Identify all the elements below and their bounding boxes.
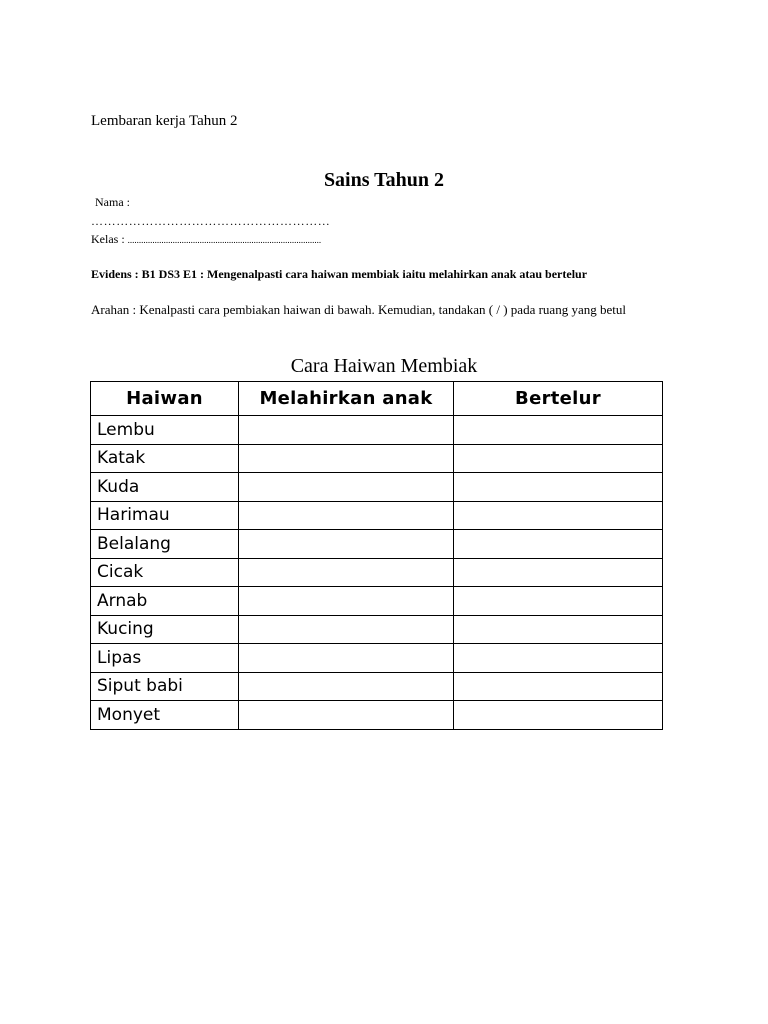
table-row xyxy=(91,587,663,616)
bertelur-cell[interactable] xyxy=(454,644,663,673)
table-row xyxy=(91,444,663,473)
animal-name-cell: Siput babi xyxy=(91,672,239,701)
melahirkan-anak-cell[interactable] xyxy=(239,701,454,730)
table-header-row xyxy=(91,382,663,416)
nama-field[interactable]: ………………………………………………… xyxy=(91,214,331,228)
table-row xyxy=(91,672,663,701)
melahirkan-anak-cell[interactable] xyxy=(239,644,454,673)
bertelur-cell[interactable] xyxy=(454,444,663,473)
bertelur-cell[interactable] xyxy=(454,558,663,587)
table-row xyxy=(91,530,663,559)
animal-name-cell: Cicak xyxy=(91,558,239,587)
header-bertelur: Bertelur xyxy=(454,382,663,416)
bertelur-cell[interactable] xyxy=(454,530,663,559)
header-melahirkan-anak: Melahirkan anak xyxy=(239,382,454,416)
bertelur-cell[interactable] xyxy=(454,587,663,616)
arahan-instructions: Arahan : Kenalpasti cara pembiakan haiwan di bawah. Kemudian, tandakan ( / ) pada ruang yang betul xyxy=(91,302,626,317)
bertelur-cell[interactable] xyxy=(454,701,663,730)
kelas-label: Kelas : xyxy=(91,232,125,246)
animal-name-cell: Harimau xyxy=(91,501,239,530)
bertelur-cell[interactable] xyxy=(454,501,663,530)
bertelur-cell[interactable] xyxy=(454,416,663,445)
melahirkan-anak-cell[interactable] xyxy=(239,558,454,587)
table-row xyxy=(91,473,663,502)
nama-label: Nama : xyxy=(95,195,130,209)
page-title: Sains Tahun 2 xyxy=(323,169,445,191)
table-body xyxy=(91,416,663,730)
table-row xyxy=(91,615,663,644)
table-row xyxy=(91,558,663,587)
melahirkan-anak-cell[interactable] xyxy=(239,501,454,530)
animal-name-cell: Arnab xyxy=(91,587,239,616)
animal-name-cell: Lipas xyxy=(91,644,239,673)
kelas-row xyxy=(91,232,321,247)
melahirkan-anak-cell[interactable] xyxy=(239,530,454,559)
melahirkan-anak-cell[interactable] xyxy=(239,672,454,701)
animal-name-cell: Belalang xyxy=(91,530,239,559)
animal-name-cell: Monyet xyxy=(91,701,239,730)
melahirkan-anak-cell[interactable] xyxy=(239,444,454,473)
kelas-field[interactable]: ...................................................................................... xyxy=(127,235,322,245)
table-row xyxy=(91,416,663,445)
animal-name-cell: Kuda xyxy=(91,473,239,502)
melahirkan-anak-cell[interactable] xyxy=(239,416,454,445)
melahirkan-anak-cell[interactable] xyxy=(239,473,454,502)
worksheet-label: Lembaran kerja Tahun 2 xyxy=(91,113,238,129)
melahirkan-anak-cell[interactable] xyxy=(239,587,454,616)
evidens-text: Evidens : B1 DS3 E1 : Mengenalpasti cara haiwan membiak iaitu melahirkan anak atau bertelur xyxy=(91,267,588,281)
animal-reproduction-table xyxy=(90,381,663,730)
animal-name-cell: Lembu xyxy=(91,416,239,445)
bertelur-cell[interactable] xyxy=(454,473,663,502)
table-row xyxy=(91,501,663,530)
table-title: Cara Haiwan Membiak xyxy=(290,355,478,377)
table-row xyxy=(91,701,663,730)
animal-name-cell: Kucing xyxy=(91,615,239,644)
header-haiwan: Haiwan xyxy=(91,382,239,416)
bertelur-cell[interactable] xyxy=(454,672,663,701)
bertelur-cell[interactable] xyxy=(454,615,663,644)
animal-name-cell: Katak xyxy=(91,444,239,473)
melahirkan-anak-cell[interactable] xyxy=(239,615,454,644)
table-row xyxy=(91,644,663,673)
